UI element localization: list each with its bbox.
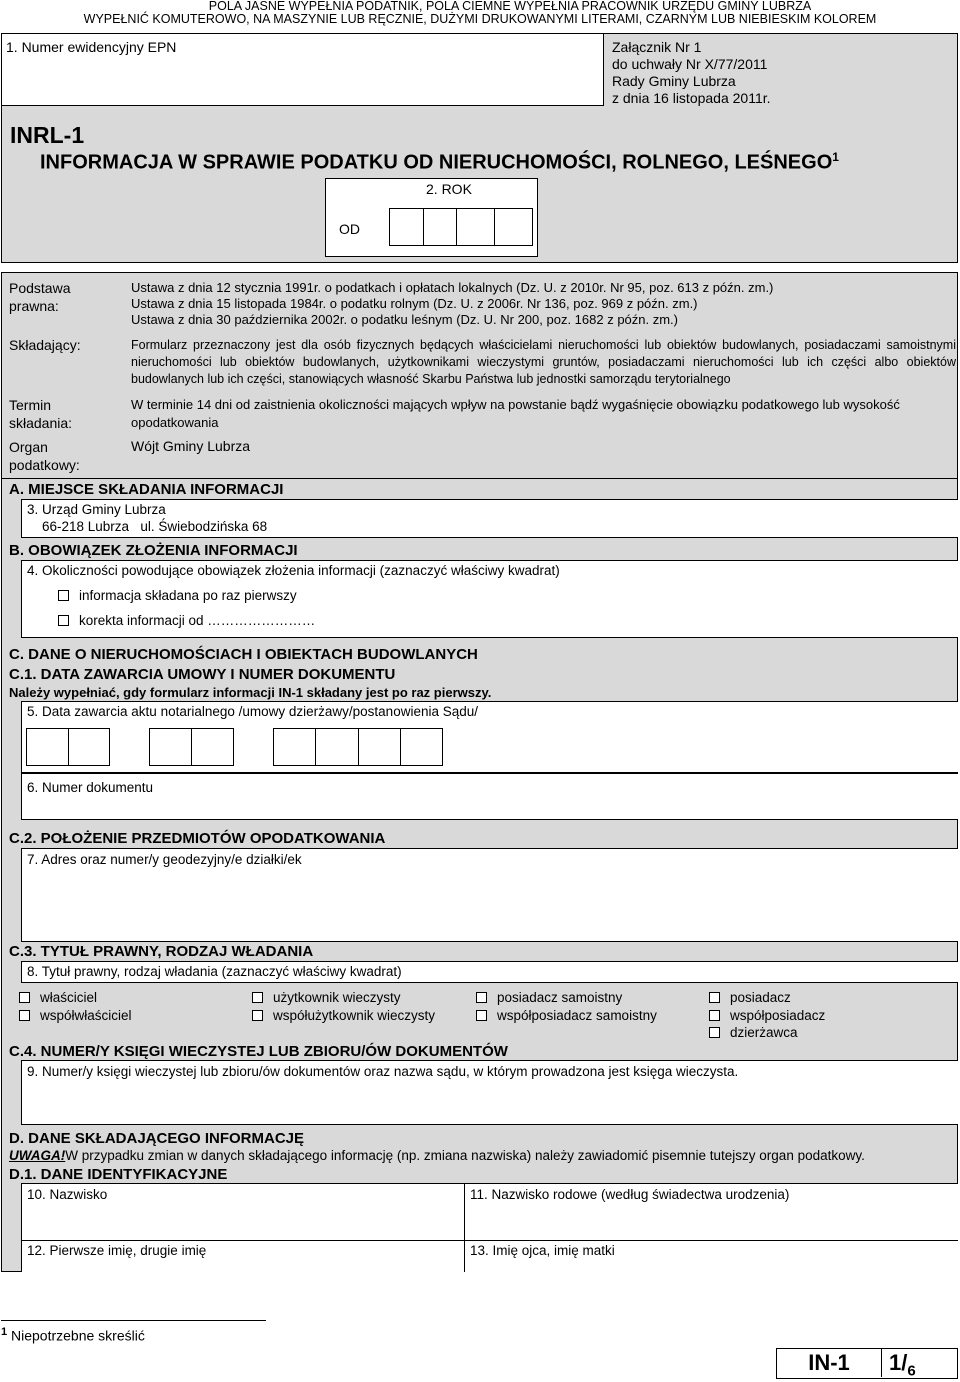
- option-independent-holder-label: posiadacz samoistny: [497, 990, 623, 1005]
- checkbox-co-perpetual-user[interactable]: [252, 1010, 263, 1021]
- section-d1-title: D.1. DANE IDENTYFIKACYJNE: [9, 1166, 228, 1183]
- section-c1-title: C.1. DATA ZAWARCIA UMOWY I NUMER DOKUMENTU: [9, 666, 396, 683]
- year-digit-2: [424, 209, 457, 245]
- legal-basis-line3: Ustawa z dnia 30 października 2002r. o podatku leśnym (Dz. U. Nr 200, poz. 1682 z późn. zm.): [131, 312, 678, 327]
- footnote: [1, 1326, 145, 1344]
- form-title-text: INFORMACJA W SPRAWIE PODATKU OD NIERUCHOMOŚCI, ROLNEGO, LEŚNEGO: [40, 151, 833, 174]
- section-a-box: [21, 499, 958, 538]
- field-8-box: [21, 961, 958, 983]
- page-badge: [776, 1348, 958, 1379]
- section-c-title: C. DANE O NIERUCHOMOŚCIACH I OBIEKTACH BUDOWLANYCH: [9, 646, 478, 663]
- field-5-label: 5. Data zawarcia aktu notarialnego /umowy dzierżawy/postanowienia Sądu/: [27, 704, 478, 719]
- option-owner-label: właściciel: [40, 990, 98, 1005]
- field-13-box[interactable]: [465, 1241, 958, 1272]
- option-co-independent-holder[interactable]: [476, 1008, 657, 1023]
- field-7-label: 7. Adres oraz numer/y geodezyjny/e działki/ek: [27, 852, 302, 867]
- option-independent-holder[interactable]: [476, 990, 622, 1005]
- checkbox-correction[interactable]: [58, 615, 69, 626]
- legal-basis: [131, 280, 951, 328]
- annex-line1: Załącznik Nr 1: [612, 39, 702, 55]
- header-block: [1, 33, 958, 263]
- authority-text: Wójt Gminy Lubrza: [131, 438, 251, 454]
- year-box: [325, 178, 538, 257]
- field-10-box[interactable]: [21, 1183, 465, 1241]
- option-perpetual-user[interactable]: [252, 990, 401, 1005]
- date-year-digit-1: [274, 729, 316, 765]
- submitter-text: Formularz przeznaczony jest dla osób fizycznych będących właścicielami nieruchomości lub obiektów budowlanych, posiadaczami samoistnymi nieruchomości lub obiektów budowlanych, użytkownikami wieczystymi gruntów, posiadaczami nieruchomości lub ich części albo obiektów budowlanych lub ich części, stanowiących własność Skarbu Państwa lub jednostki samorządu terytorialnego: [131, 338, 956, 386]
- section-b-field-label: 4. Okoliczności powodujące obowiązek złożenia informacji (zaznaczyć właściwy kwadrat): [27, 563, 560, 578]
- form-title: [40, 150, 839, 175]
- date-year-input[interactable]: [273, 728, 443, 766]
- checkbox-holder[interactable]: [709, 992, 720, 1003]
- deadline-label: Termin składania:: [9, 397, 73, 431]
- epn-label: 1. Numer ewidencyjny EPN: [6, 39, 177, 55]
- meta-block: [1, 272, 958, 480]
- footnote-rule: [1, 1320, 266, 1321]
- section-c3-title: C.3. TYTUŁ PRAWNY, RODZAJ WŁADANIA: [9, 943, 314, 960]
- top-notice: [0, 0, 960, 26]
- option-first-time-label: informacja składana po raz pierwszy: [79, 588, 297, 603]
- option-owner[interactable]: [19, 990, 97, 1005]
- date-year-digit-3: [359, 729, 401, 765]
- option-co-perpetual-user[interactable]: [252, 1008, 435, 1023]
- date-day-digit: [27, 729, 69, 765]
- year-digit-3: [457, 209, 495, 245]
- section-a-title: A. MIEJSCE SKŁADANIA INFORMACJI: [9, 481, 284, 498]
- checkbox-perpetual-user[interactable]: [252, 992, 263, 1003]
- option-tenant-label: dzierżawca: [730, 1025, 798, 1040]
- authority-label: Organ podatkowy:: [9, 439, 80, 473]
- section-c1-note: Należy wypełniać, gdy formularz informacji IN-1 składany jest po raz pierwszy.: [9, 685, 492, 700]
- date-day-input[interactable]: [26, 728, 110, 766]
- section-a-line1: 3. Urząd Gminy Lubrza: [27, 502, 166, 517]
- epn-field[interactable]: [2, 34, 604, 106]
- checkbox-co-independent-holder[interactable]: [476, 1010, 487, 1021]
- annex-line4: z dnia 16 listopada 2011r.: [612, 90, 771, 106]
- badge-page-number: 1/: [889, 1350, 908, 1375]
- submitter-label: Składający:: [9, 337, 81, 353]
- top-notice-line2: WYPEŁNIĆ KOMUTEROWO, NA MASZYNIE LUB RĘCZNIE, DUŻYMI DRUKOWANYMI LITERAMI, CZARNYM LUB NIEBIESKIM KOLOREM: [83, 12, 877, 26]
- checkbox-independent-holder[interactable]: [476, 992, 487, 1003]
- option-co-holder-label: współposiadacz: [730, 1008, 826, 1023]
- field-9-box[interactable]: [21, 1060, 958, 1125]
- option-correction[interactable]: [58, 613, 315, 628]
- field-6-label: 6. Numer dokumentu: [27, 780, 154, 795]
- footnote-number: 1: [1, 1326, 8, 1338]
- field-9-label: 9. Numer/y księgi wieczystej lub zbioru/ów dokumentów oraz nazwa sądu, w którym prowadzona jest księga wieczysta.: [27, 1064, 739, 1079]
- top-notice-line1: POLA JASNE WYPEŁNIA PODATNIK, POLA CIEMNE WYPEŁNIA PRACOWNIK URZĘDU GMINY LUBRZA: [208, 0, 812, 13]
- legal-basis-line2: Ustawa z dnia 15 listopada 1984r. o podatku rolnym (Dz. U. z 2006r. Nr 136, poz. 969 z późn. zm.): [131, 296, 698, 311]
- checkbox-owner[interactable]: [19, 992, 30, 1003]
- option-co-owner-label: współwłaściciel: [40, 1008, 132, 1023]
- field-11-label: 11. Nazwisko rodowe (według świadectwa urodzenia): [470, 1187, 790, 1202]
- badge-page: [889, 1349, 916, 1380]
- title-options: [2, 983, 957, 1043]
- year-input[interactable]: [389, 208, 533, 246]
- od-label: OD: [339, 221, 360, 237]
- field-5-box[interactable]: [21, 701, 958, 773]
- badge-page-total: 6: [907, 1362, 916, 1380]
- legal-basis-line1: Ustawa z dnia 12 stycznia 1991r. o podatkach i opłatach lokalnych (Dz. U. z 2010r. Nr 95, poz. 613 z późn. zm.): [131, 280, 774, 295]
- section-c4-title: C.4. NUMER/Y KSIĘGI WIECZYSTEJ LUB ZBIORU/ÓW DOKUMENTÓW: [9, 1043, 508, 1060]
- checkbox-co-owner[interactable]: [19, 1010, 30, 1021]
- option-co-independent-holder-label: współposiadacz samoistny: [497, 1008, 657, 1023]
- section-b-box: [21, 560, 958, 638]
- annex-line3: Rady Gminy Lubrza: [612, 73, 736, 89]
- section-d-title: D. DANE SKŁADAJĄCEGO INFORMACJĘ: [9, 1130, 305, 1147]
- checkbox-co-holder[interactable]: [709, 1010, 720, 1021]
- field-13-label: 13. Imię ojca, imię matki: [470, 1243, 615, 1258]
- option-co-perpetual-user-label: współużytkownik wieczysty: [273, 1008, 436, 1023]
- checkbox-tenant[interactable]: [709, 1027, 720, 1038]
- field-6-box[interactable]: [21, 773, 958, 820]
- option-co-holder[interactable]: [709, 1008, 825, 1023]
- form-code: INRL-1: [10, 122, 85, 148]
- year-label: 2. ROK: [426, 181, 472, 197]
- form-title-footnote-ref: 1: [832, 150, 839, 164]
- option-co-owner[interactable]: [19, 1008, 132, 1023]
- deadline-text: W terminie 14 dni od zaistnienia okoliczności mających wpływ na powstanie bądź wygaśnięcie obowiązku podatkowego lub wysokość opodatkowania: [131, 397, 900, 430]
- section-a-line2: 66-218 Lubrza ul. Świebodzińska 68: [42, 519, 268, 534]
- option-tenant[interactable]: [709, 1025, 798, 1040]
- option-correction-label: korekta informacji od ……………………: [79, 613, 316, 628]
- field-10-label: 10. Nazwisko: [27, 1187, 108, 1202]
- option-perpetual-user-label: użytkownik wieczysty: [273, 990, 401, 1005]
- option-holder-label: posiadacz: [730, 990, 791, 1005]
- annex-line2: do uchwały Nr X/77/2011: [612, 56, 768, 72]
- date-month-digit: [150, 729, 192, 765]
- badge-form-code: IN-1: [777, 1349, 882, 1377]
- section-d-note-bold: UWAGA!: [9, 1148, 66, 1163]
- field-12-box[interactable]: [21, 1241, 465, 1272]
- option-first-time[interactable]: [58, 588, 297, 603]
- body-frame: [1, 478, 958, 1272]
- footnote-text: Niepotrzebne skreślić: [11, 1327, 145, 1344]
- legal-basis-label: Podstawa prawna:: [9, 280, 71, 314]
- field-12-label: 12. Pierwsze imię, drugie imię: [27, 1243, 207, 1258]
- section-b-title: B. OBOWIĄZEK ZŁOŻENIA INFORMACJI: [9, 542, 298, 559]
- field-7-box[interactable]: [21, 848, 958, 942]
- date-year-digit-2: [316, 729, 359, 765]
- section-d-note-text: W przypadku zmian w danych składającego informację (np. zmiana nazwiska) należy zawiadomić pisemnie tutejszy organ podatkowy.: [65, 1148, 865, 1163]
- field-11-box[interactable]: [465, 1183, 958, 1241]
- section-d-note: [9, 1148, 954, 1163]
- year-digit-1: [390, 209, 424, 245]
- checkbox-first-time[interactable]: [58, 590, 69, 601]
- section-c2-title: C.2. POŁOŻENIE PRZEDMIOTÓW OPODATKOWANIA: [9, 830, 386, 847]
- option-holder[interactable]: [709, 990, 791, 1005]
- annex-note: [612, 39, 771, 107]
- date-month-input[interactable]: [149, 728, 234, 766]
- field-8-label: 8. Tytuł prawny, rodzaj władania (zaznaczyć właściwy kwadrat): [27, 964, 402, 979]
